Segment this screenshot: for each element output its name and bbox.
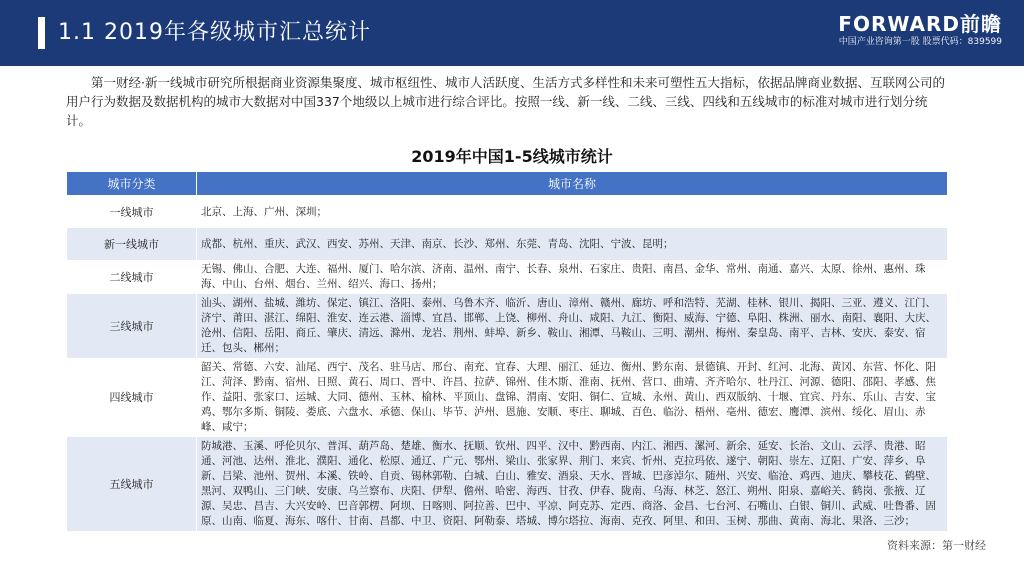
header-category: 城市分类 <box>67 172 197 196</box>
row-cities: 成都、杭州、重庆、武汉、西安、苏州、天津、南京、长沙、郑州、东莞、青岛、沈阳、宁波、昆明； <box>197 228 948 260</box>
row-cities: 汕头、湖州、盐城、潍坊、保定、镇江、洛阳、泰州、乌鲁木齐、临沂、唐山、漳州、赣州、廊坊、呼和浩特、芜湖、桂林、银川、揭阳、三亚、遵义、江门、济宁、莆田、湛江、绵阳、淮安、连云港、淄博、宜昌、邯郸、上饶、柳州、舟山、咸阳、九江、衡阳、威海、宁德、阜阳、株洲、丽水、南阳、襄阳、大庆、沧州、信阳、岳阳、商丘、肇庆、清远、滁州、龙岩、荆州、蚌埠、新乡、鞍山、湘潭、马鞍山、三明、潮州、梅州、秦皇岛、南平、吉林、安庆、泰安、宿迁、包头、郴州； <box>197 294 948 358</box>
brand-tagline: 中国产业咨询第一股 股票代码：839599 <box>838 37 1002 47</box>
row-cities: 无锡、佛山、合肥、大连、福州、厦门、哈尔滨、济南、温州、南宁、长春、泉州、石家庄、贵阳、南昌、金华、常州、南通、嘉兴、太原、徐州、惠州、珠海、中山、台州、烟台、兰州、绍兴、海口、扬州； <box>197 260 948 294</box>
row-category: 新一线城市 <box>67 228 197 260</box>
table-row <box>67 358 948 437</box>
intro-paragraph: 第一财经·新一线城市研究所根据商业资源集聚度、城市枢纽性、城市人活跃度、生活方式多样性和未来可塑性五大指标，依据品牌商业数据、互联网公司的用户行为数据及数据机构的城市大数据对中国337个地级以上城市进行综合评比。按照一线、新一线、二线、三线、四线和五线城市的标准对城市进行划分统计。 <box>66 75 945 128</box>
title-accent-bar <box>38 17 45 49</box>
row-cities: 防城港、玉溪、呼伦贝尔、普洱、葫芦岛、楚雄、衡水、抚顺、钦州、四平、汉中、黔西南、内江、湘西、漯河、新余、延安、长治、文山、云浮、贵港、昭通、河池、达州、淮北、濮阳、通化、松原、通辽、广元、鄂州、梁山、张家界、荆门、来宾、忻州、克拉玛依、遂宁、朝阳、崇左、辽阳、广安、萍乡、阜新、吕梁、池州、贺州、本溪、铁岭、自贡、锡林郭勒、白城、白山、雅安、酒泉、天水、晋城、巴彦淖尔、随州、兴安、临沧、鸡西、迪庆、攀枝花、鹤壁、黑河、双鸭山、三门峡、安康、乌兰察布、庆阳、伊犁、儋州、哈密、海西、甘孜、伊春、陇南、乌海、林芝、怒江、朔州、阳泉、嘉峪关、鹤岗、张掖、辽源、吴忠、昌吉、大兴安岭、巴音郭楞、阿坝、日喀则、阿拉善、巴中、平凉、阿克苏、定西、商洛、金昌、七台河、石嘴山、白银、铜川、武威、吐鲁番、固原、山南、临夏、海东、喀什、甘南、昌都、中卫、资阳、阿勒泰、塔城、博尔塔拉、海南、克孜、阿里、和田、玉树、那曲、黄南、海北、果洛、三沙； <box>197 437 948 531</box>
title-bar <box>0 0 1024 66</box>
table-row <box>67 196 948 229</box>
table-row <box>67 294 948 358</box>
row-category: 二线城市 <box>67 260 197 294</box>
page-title: 1.1 2019年各级城市汇总统计 <box>58 20 371 45</box>
row-category: 一线城市 <box>67 196 197 229</box>
row-category: 三线城市 <box>67 294 197 358</box>
table-header-row <box>67 172 948 196</box>
row-category: 四线城市 <box>67 358 197 437</box>
brand-logo <box>802 12 1002 48</box>
table-title: 2019年中国1-5线城市统计 <box>411 147 613 166</box>
table-row <box>67 260 948 294</box>
source-note: 资料来源：第一财经 <box>887 539 986 552</box>
city-tier-table <box>66 171 948 531</box>
table-row <box>67 437 948 531</box>
brand-logo-text: FORWARD前瞻 <box>838 12 1002 36</box>
header-city-names: 城市名称 <box>197 172 948 196</box>
row-cities: 北京、上海、广州、深圳； <box>197 196 948 229</box>
row-cities: 韶关、常德、六安、汕尾、西宁、茂名、驻马店、邢台、南充、宜春、大理、丽江、延边、衡州、黔东南、景德镇、开封、红河、北海、黄冈、东营、怀化、阳江、菏泽、黔南、宿州、日照、黄石、周口、晋中、许昌、拉萨、锦州、佳木斯、淮南、抚州、营口、曲靖、齐齐哈尔、牡丹江、河源、德阳、邵阳、孝感、焦作、益阳、张家口、运城、大同、德州、玉林、榆林、平顶山、盘锦、渭南、安阳、铜仁、宣城、永州、黄山、西双版纳、十堰、宜宾、丹东、乐山、吉安、宝鸡、鄂尔多斯、铜陵、娄底、六盘水、承德、保山、毕节、泸州、恩施、安顺、枣庄、聊城、百色、临汾、梧州、亳州、德宏、鹰潭、滨州、绥化、眉山、赤峰、咸宁； <box>197 358 948 437</box>
row-category: 五线城市 <box>67 437 197 531</box>
table-row <box>67 228 948 260</box>
